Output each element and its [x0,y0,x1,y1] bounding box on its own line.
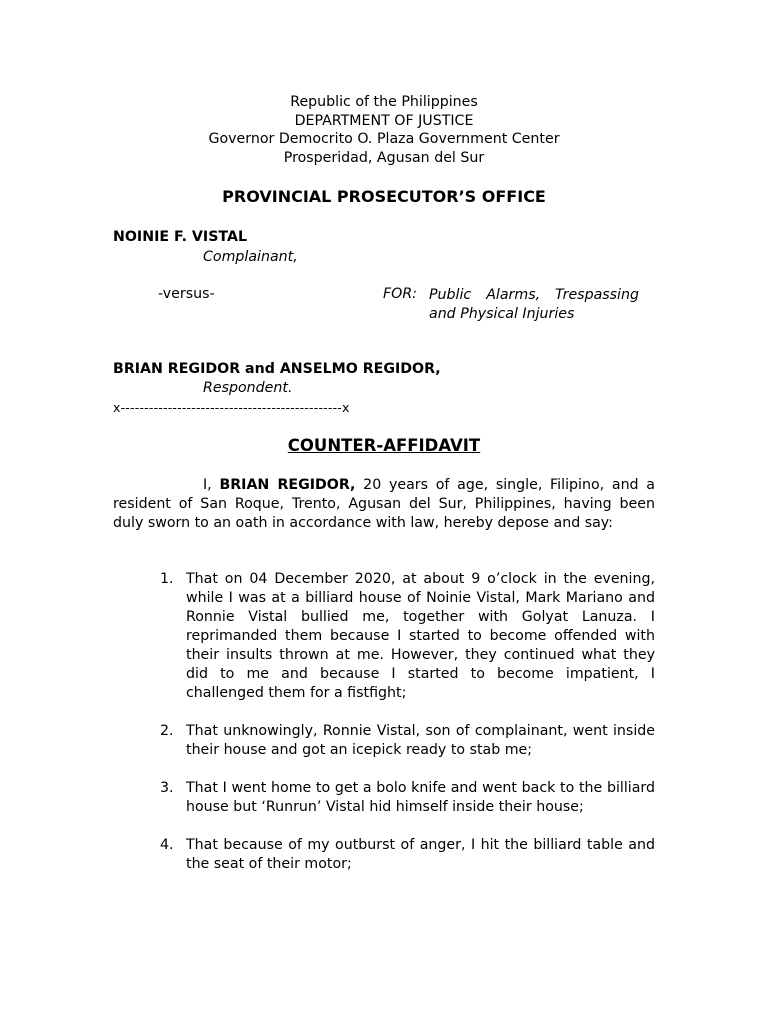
statement-number: 3. [160,780,174,796]
complainant-role: Complainant, [203,249,298,265]
statement-text: That unknowingly, Ronnie Vistal, son of complainant, went inside their house and got an icepick ready to stab me; [186,723,655,758]
address-line-2: Prosperidad, Agusan del Sur [283,149,485,166]
statement-list [160,570,655,893]
statement-text: That because of my outburst of anger, I hit the billiard table and the seat of their motor; [186,837,655,872]
intro-paragraph [113,476,655,533]
statement-item [160,779,655,817]
statement-item [160,836,655,874]
office-title: PROVINCIAL PROSECUTOR’S OFFICE [222,187,546,206]
statement-item [160,722,655,760]
statement-number: 1. [160,571,174,587]
document-title: COUNTER-AFFIDAVIT [287,436,481,455]
statement-item [160,570,655,703]
statement-number: 2. [160,723,174,739]
for-label: FOR: [383,286,417,302]
document-header [0,93,768,167]
republic-line: Republic of the Philippines [290,94,478,110]
intro-prefix: I, [203,477,220,493]
respondent-role: Respondent. [203,380,293,396]
versus-label: -versus- [158,286,215,302]
statement-number: 4. [160,837,174,853]
affiant-name: BRIAN REGIDOR, [219,477,356,493]
charges: Public Alarms, Trespassing and Physical Injuries [429,287,639,322]
respondent-name: BRIAN REGIDOR and ANSELMO REGIDOR, [113,361,441,377]
statement-text: That on 04 December 2020, at about 9 o’clock in the evening, while I was at a billiard house of Noinie Vistal, Mark Mariano and Ronnie Vistal bullied me, together with Golyat Lanuza. I reprimanded them because I started to become offended with their insults thrown at me. However, they continued what they did to me and because I started to become impatient, I challenged them for a fistfight; [186,571,655,701]
intro-rest: 20 years of age, single, Filipino, and a resident of San Roque, Trento, Agusan del Sur, Philippines, having been duly sworn to an oath in accordance with law, hereby depose and say: [113,477,655,531]
address-line-1: Governor Democrito O. Plaza Government Center [208,131,560,147]
statement-text: That I went home to get a bolo knife and went back to the billiard house but ‘Runrun’ Vistal hid himself inside their house; [186,780,655,815]
department-line: DEPARTMENT OF JUSTICE [294,112,474,129]
caption-separator: x-----------------------------------------------x [113,400,350,415]
complainant-name: NOINIE F. VISTAL [113,229,248,245]
